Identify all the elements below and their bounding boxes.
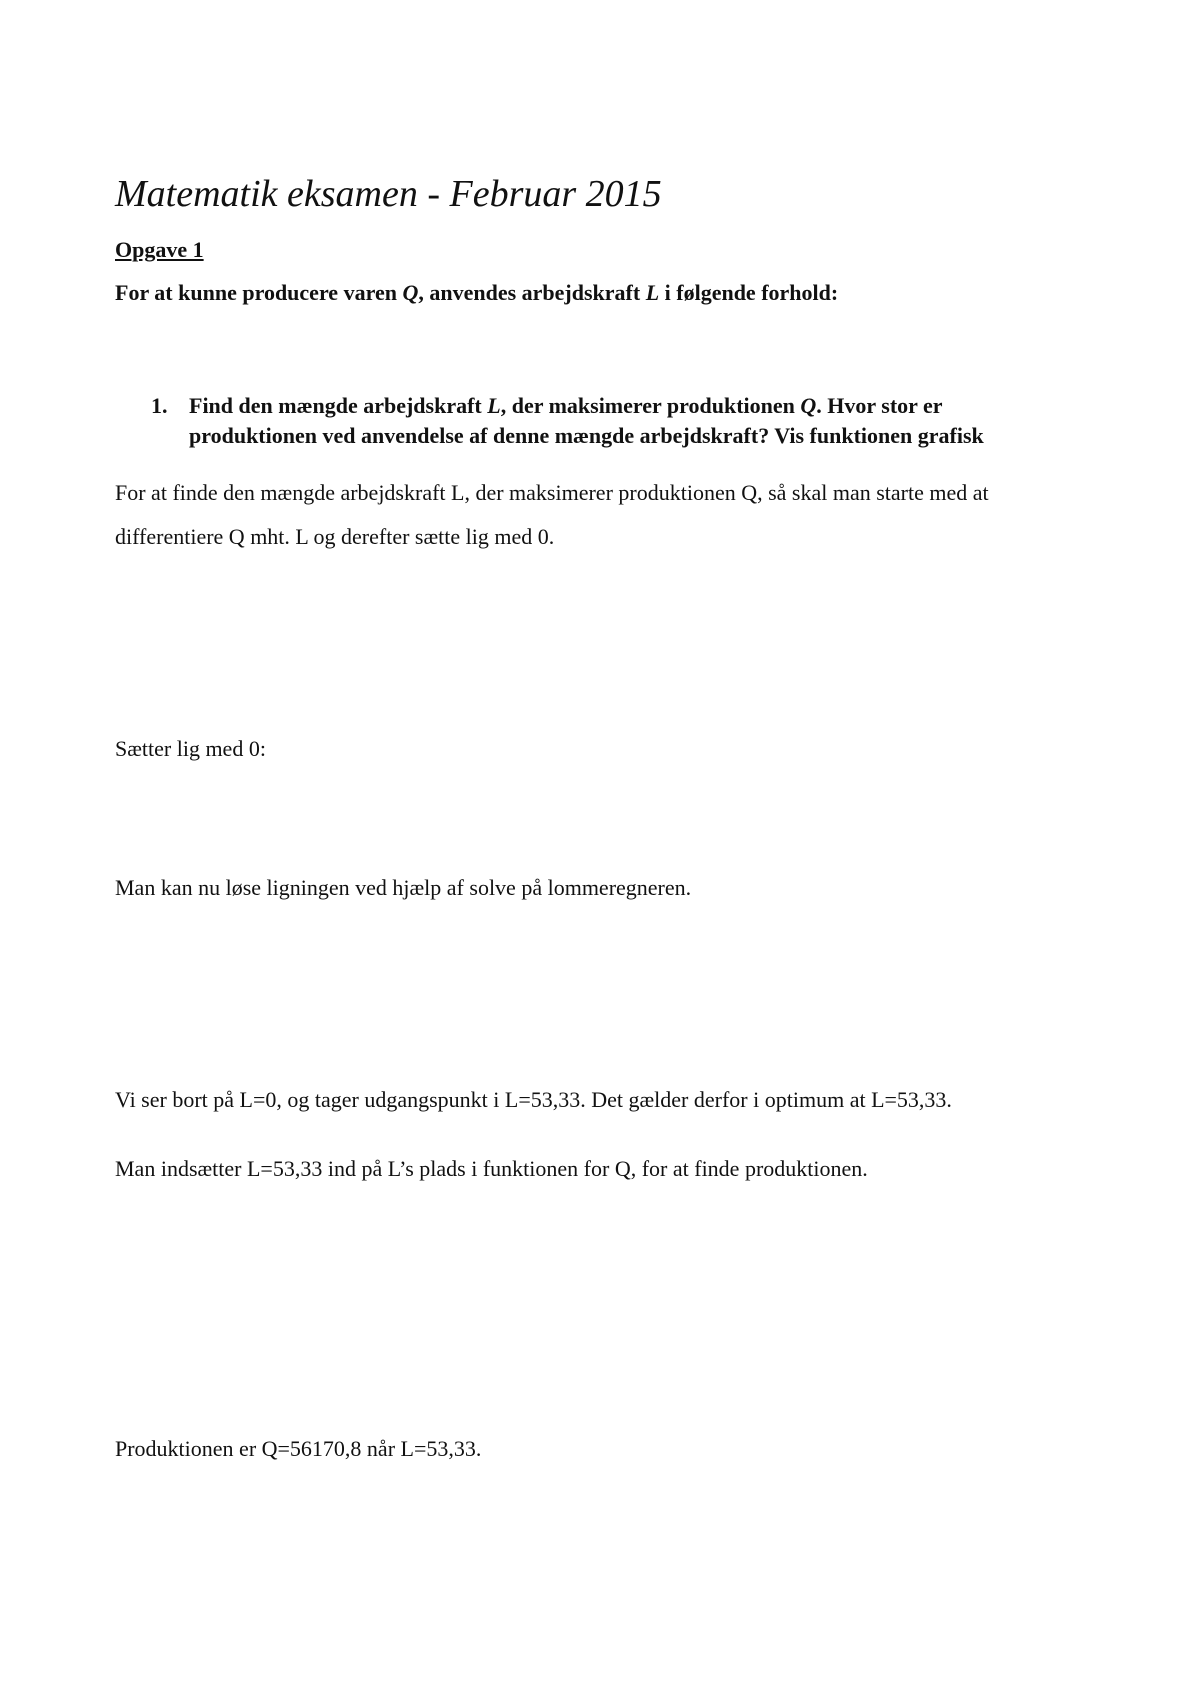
document-title: Matematik eksamen - Februar 2015 [115,173,662,215]
question-number: 1. [151,393,168,418]
paragraph: Man indsætter L=53,33 ind på L’s plads i funktionen for Q, for at finde produktionen. [115,1156,868,1181]
intro-var-l: L [645,280,660,305]
intro-text [115,280,838,306]
intro-post: i følgende forhold: [659,280,839,305]
intro-var-q: Q [402,280,419,305]
paragraph: Produktionen er Q=56170,8 når L=53,33. [115,1436,482,1461]
paragraph: Man kan nu løse ligningen ved hjælp af solve på lommeregneren. [115,875,692,900]
intro-pre: For at kunne producere varen [115,280,403,305]
q-line1-mid: , der maksimerer produktionen [500,393,801,418]
q-line1-pre: Find den mængde arbejdskraft [189,393,488,418]
question-line-1 [189,393,943,419]
paragraph: Vi ser bort på L=0, og tager udgangspunkt i L=53,33. Det gælder derfor i optimum at L=53,33. [115,1087,952,1112]
q-line1-var-l: L [487,393,501,418]
q-line1-var-q: Q [800,393,817,418]
paragraph: differentiere Q mht. L og derefter sætte lig med 0. [115,524,555,549]
paragraph: Sætter lig med 0: [115,736,266,761]
section-heading: Opgave 1 [115,237,204,262]
q-line1-post: . Hvor stor er [816,393,943,418]
intro-mid: , anvendes arbejdskraft [418,280,646,305]
question-line-2: produktionen ved anvendelse af denne mængde arbejdskraft? Vis funktionen grafisk [189,423,984,448]
paragraph: For at finde den mængde arbejdskraft L, der maksimerer produktionen Q, så skal man starte med at [115,480,989,505]
